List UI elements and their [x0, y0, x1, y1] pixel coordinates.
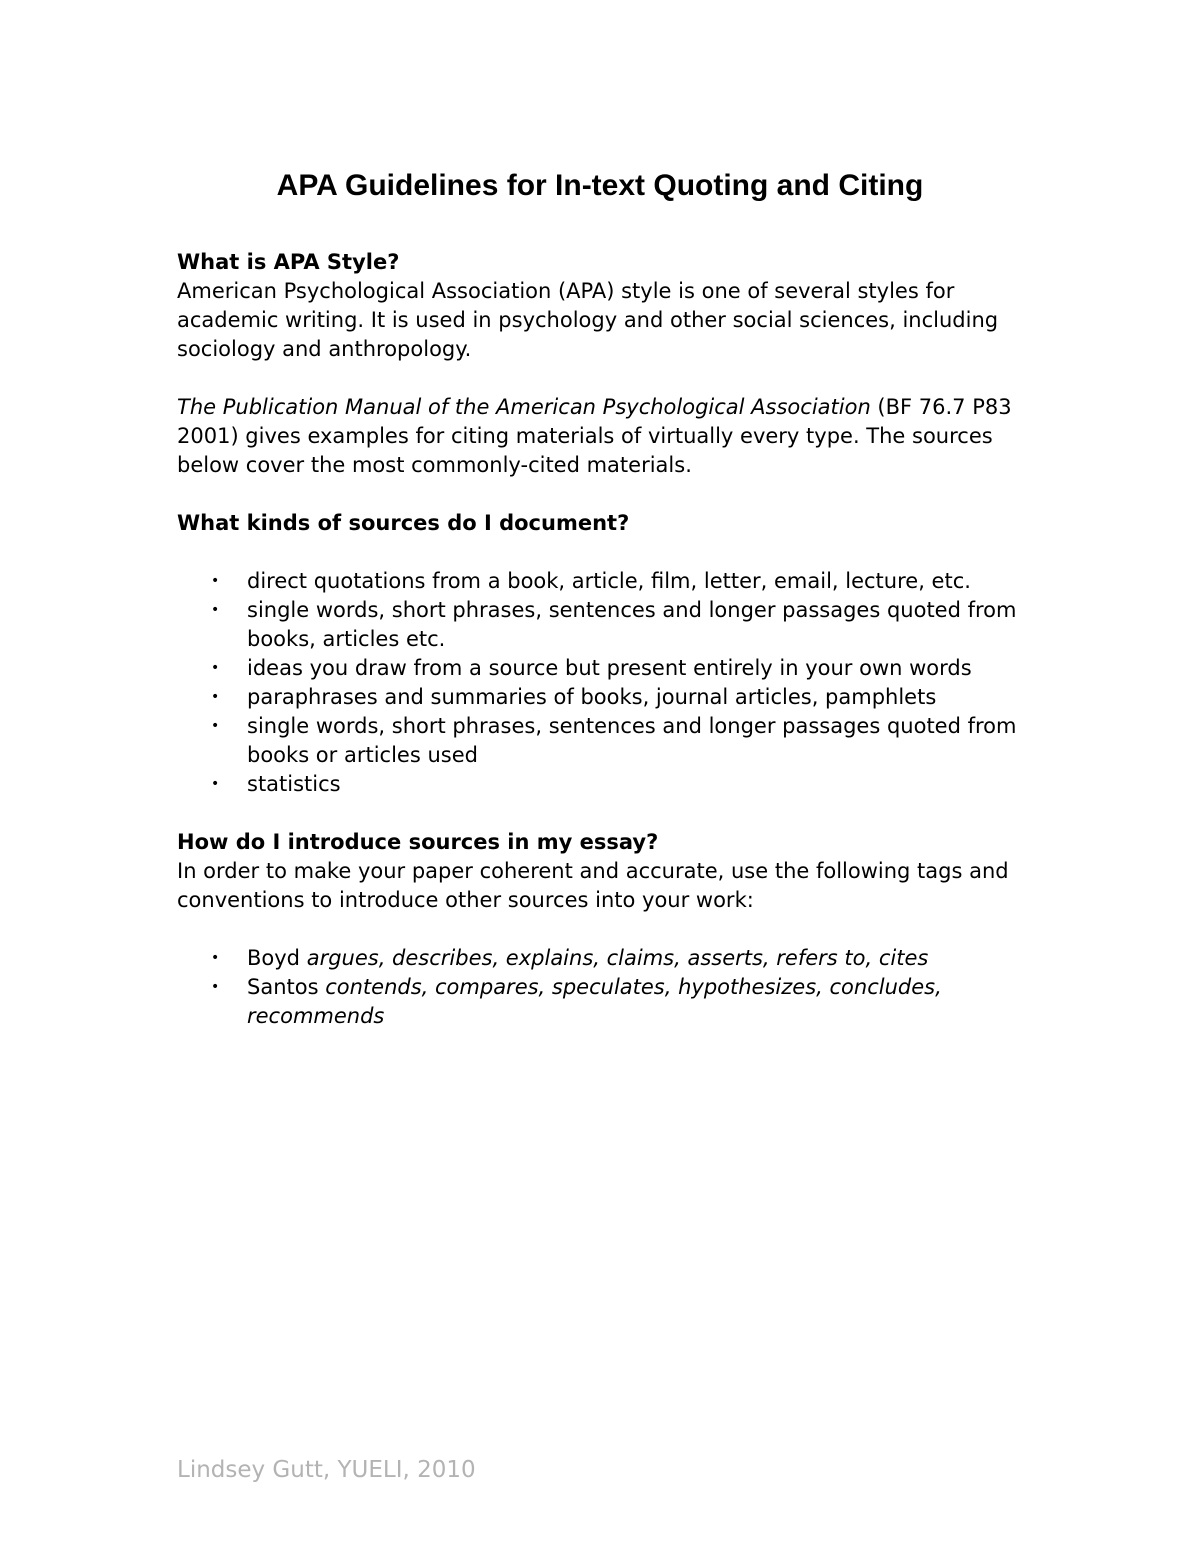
list-item: • statistics [177, 770, 1037, 799]
sources-list [177, 567, 1037, 799]
list-item [177, 944, 1037, 973]
apa-intro-paragraph: American Psychological Association (APA) style is one of several styles for academic writing. It is used in psychology and other social sciences, including sociology and anthropology. [177, 279, 999, 361]
bullet-icon: • [211, 776, 220, 792]
heading-introduce-sources: How do I introduce sources in my essay? [177, 830, 659, 854]
bullet-icon: • [211, 602, 220, 618]
manual-description: (BF 76.7 P83 2001) gives examples for citing materials of virtually every type. The sources below cover the most commonly-cited materials. [177, 395, 1012, 477]
list-item: • ideas you draw from a source but present entirely in your own words [177, 654, 1037, 683]
bullet-icon: • [211, 660, 220, 676]
signal-verbs: argues, describes, explains, claims, asserts, refers to, cites [306, 946, 929, 970]
bullet-icon: • [211, 979, 220, 995]
heading-sources-to-document: What kinds of sources do I document? [177, 511, 630, 535]
page-title: APA Guidelines for In-text Quoting and Citing [276, 169, 924, 202]
manual-title: The Publication Manual of the American Psychological Association [177, 395, 871, 419]
list-item: • direct quotations from a book, article, film, letter, email, lecture, etc. [177, 567, 1037, 596]
introduce-sources-paragraph: In order to make your paper coherent and accurate, use the following tags and conventions to introduce other sources into your work: [177, 859, 1009, 912]
list-item: • single words, short phrases, sentences and longer passages quoted from books or articles used [211, 714, 1017, 767]
list-item: • paraphrases and summaries of books, journal articles, pamphlets [177, 683, 1037, 712]
signal-verbs: contends, compares, speculates, hypothesizes, concludes, recommends [247, 975, 942, 1028]
bullet-icon: • [211, 689, 220, 705]
list-item: • single words, short phrases, sentences and longer passages quoted from books, articles etc. [211, 598, 1017, 651]
list-item [177, 973, 1037, 1031]
heading-what-is-apa: What is APA Style? [177, 250, 400, 274]
document-body [177, 248, 1037, 1031]
bullet-icon: • [211, 573, 220, 589]
signal-phrases-list [177, 944, 1037, 1031]
bullet-icon: • [211, 950, 220, 966]
publication-manual-paragraph [177, 393, 1037, 480]
author-name: Boyd [247, 946, 307, 970]
author-name: Santos [247, 975, 326, 999]
bullet-icon: • [211, 718, 220, 734]
page-footer: Lindsey Gutt, YUELI, 2010 [177, 1457, 476, 1483]
